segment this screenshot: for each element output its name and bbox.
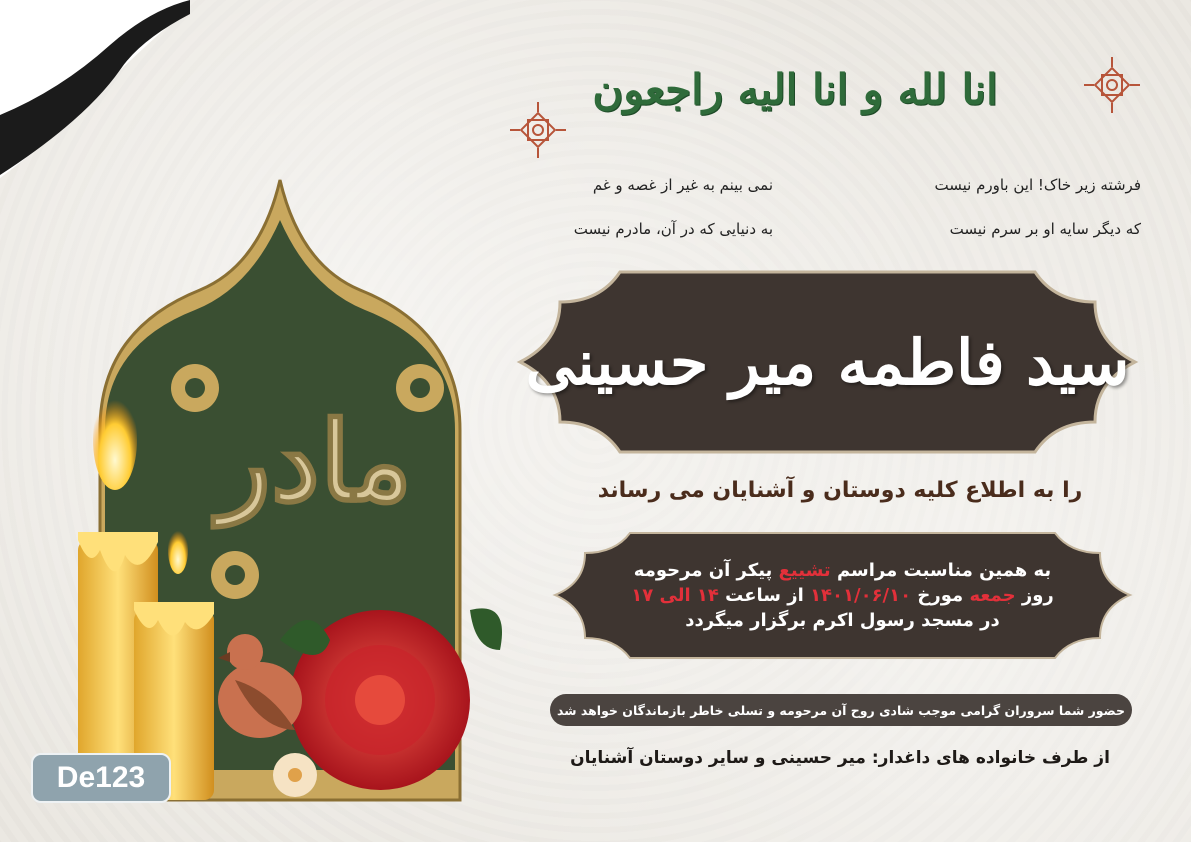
star-ornament-icon <box>1082 55 1142 115</box>
ceremony-line1-suffix: پیکر آن مرحومه <box>633 560 773 581</box>
poem-right-line-1: فرشته زیر خاک! این باورم نیست <box>934 176 1141 194</box>
flower-icon <box>273 753 317 797</box>
star-ornament-icon <box>508 100 568 160</box>
ceremony-day: جمعه <box>969 585 1016 606</box>
ceremony-line2-mid: مورخ <box>917 585 964 606</box>
announcement-line: را به اطلاع کلیه دوستان و آشنایان می رساند <box>597 478 1083 503</box>
watermark-badge: De123 <box>31 753 171 803</box>
ceremony-date: ۱۴۰۱/۰۶/۱۰ <box>810 585 912 606</box>
ceremony-line1-prefix: به همین مناسبت مراسم <box>836 560 1052 581</box>
poem-left-line-1: نمی بینم به غیر از غصه و غم <box>592 176 773 194</box>
poem-left-line-2: به دنیایی که در آن، مادرم نیست <box>573 220 773 238</box>
mourning-ribbon-icon <box>0 0 200 185</box>
ceremony-line2-from: از ساعت <box>725 585 804 606</box>
mother-artwork <box>30 170 520 810</box>
verse-calligraphy <box>560 34 1030 144</box>
ceremony-line1-highlight: تشییع <box>778 560 831 581</box>
ceremony-time: ۱۴ الی ۱۷ <box>631 585 719 606</box>
ceremony-line2-prefix: روز <box>1021 585 1054 606</box>
artwork-word: مادر <box>217 397 413 526</box>
presence-note: حضور شما سروران گرامی موجب شادی روح آن مرحومه و تسلی خاطر بازماندگان خواهد شد <box>550 694 1132 726</box>
poem-right-line-2: که دیگر سایه او بر سرم نیست <box>949 220 1141 238</box>
ceremony-panel <box>545 528 1140 663</box>
ceremony-line-3: در مسجد رسول اکرم برگزار میگردد <box>685 610 1000 631</box>
name-banner <box>500 262 1155 462</box>
ceremony-line-2 <box>631 585 1054 606</box>
family-signature: از طرف خانواده های داغدار: میر حسینی و سایر دوستان آشنایان <box>570 748 1110 768</box>
ceremony-line-1 <box>634 560 1051 581</box>
verse-text: انا لله و انا الیه راجعون <box>592 64 998 114</box>
deceased-name: سید فاطمه میر حسینی <box>525 325 1130 399</box>
